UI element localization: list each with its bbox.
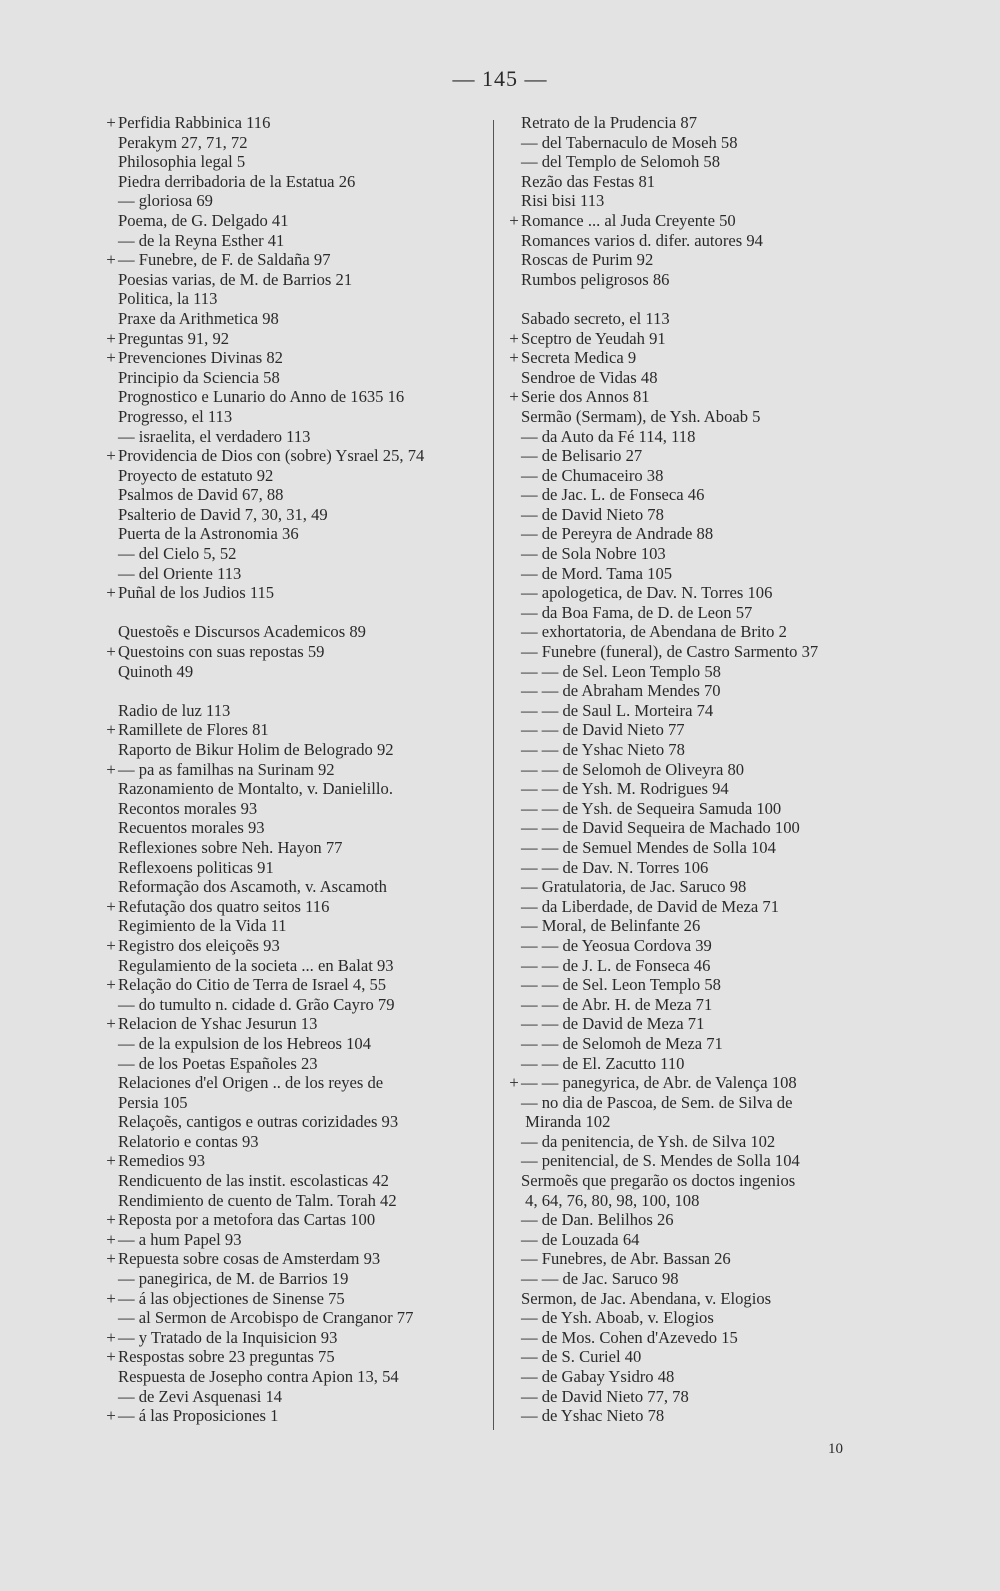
entry-text: — — de Yshac Nieto 78: [521, 740, 685, 759]
entry-text: — de David Nieto 78: [521, 504, 664, 524]
index-entry: [507, 779, 902, 799]
index-entry: [104, 466, 489, 486]
entry-marker: +: [106, 1327, 116, 1347]
entry-text: Principio da Sciencia 58: [118, 367, 280, 387]
entry-text: — del Cielo 5, 52: [118, 544, 237, 564]
index-entry: [507, 1289, 902, 1309]
index-entry: [507, 1406, 902, 1426]
index-entry: [104, 1328, 489, 1348]
entry-text: Sceptro de Yeudah 91: [521, 328, 666, 348]
index-entry: [104, 1014, 489, 1034]
index-entry: [507, 1269, 902, 1289]
index-entry: [104, 250, 489, 270]
entry-text: Remedios 93: [118, 1151, 206, 1171]
entry-text: — — de Ysh. de Sequeira Samuda 100: [521, 798, 782, 818]
index-entry: [104, 838, 489, 858]
entry-text: Praxe da Arithmetica 98: [118, 308, 279, 328]
entry-marker: +: [509, 387, 519, 407]
index-entry: [507, 1054, 902, 1074]
entry-text: — de Mord. Tama 105: [521, 563, 673, 583]
entry-text: — da penitencia, de Ysh. de Silva 102: [521, 1131, 776, 1151]
index-entry: [507, 662, 902, 682]
entry-marker: +: [106, 1406, 116, 1426]
column-divider: [493, 120, 494, 1430]
entry-marker: +: [106, 1288, 116, 1308]
entry-text: Rendicuento de las instit. escolasticas 42: [118, 1171, 389, 1191]
index-entry: [104, 544, 489, 564]
entry-text: Romances varios d. difer. autores 94: [521, 230, 763, 250]
entry-text: Puerta de la Astronomia 36: [118, 524, 299, 544]
entry-text: Sermoẽs que pregarão os doctos ingenios: [521, 1171, 796, 1191]
index-entry: [104, 877, 489, 897]
index-entry: [104, 1210, 489, 1230]
entry-text: Sermão (Sermam), de Ysh. Aboab 5: [521, 406, 761, 426]
entry-text: — del Oriente 113: [118, 563, 242, 583]
index-entry: [507, 1034, 902, 1054]
index-entry: [507, 1073, 902, 1093]
index-entry: [104, 113, 489, 133]
index-entry: [507, 583, 902, 603]
entry-text: — á las Proposiciones 1: [118, 1406, 279, 1426]
entry-text: Retrato de la Prudencia 87: [521, 113, 698, 132]
index-entry: [104, 720, 489, 740]
index-entry: [507, 1151, 902, 1171]
entry-text: — — de El. Zacutto 110: [521, 1053, 685, 1073]
index-entry: [507, 231, 902, 251]
index-entry: [507, 1308, 902, 1328]
entry-marker: +: [106, 250, 116, 270]
entry-text: Regulamiento de la societa ... en Balat 93: [118, 955, 394, 975]
entry-text: — de la expulsion de los Hebreos 104: [118, 1033, 372, 1053]
index-entry: [507, 701, 902, 721]
entry-text: — Funebres, de Abr. Bassan 26: [521, 1249, 731, 1269]
entry-marker: +: [106, 113, 116, 132]
entry-text: — — de Semuel Mendes de Solla 104: [521, 837, 776, 857]
index-entry: [507, 1367, 902, 1387]
entry-text: Respuesta de Josepho contra Apion 13, 54: [118, 1367, 399, 1386]
index-entry: [104, 133, 489, 153]
entry-text: Roscas de Purim 92: [521, 250, 654, 270]
index-entry: [507, 1249, 902, 1269]
entry-text: — á las objectiones de Sinense 75: [118, 1288, 345, 1308]
entry-text: Reflexoens politicas 91: [118, 857, 274, 877]
index-entry: [104, 603, 489, 642]
entry-marker: +: [106, 1210, 116, 1230]
entry-text: Prognostico e Lunario do Anno de 1635 16: [118, 387, 405, 407]
entry-text: Razonamiento de Montalto, v. Danielillo.: [118, 779, 393, 799]
index-entry: [507, 1132, 902, 1152]
entry-marker: +: [106, 1014, 116, 1034]
index-entry: [104, 681, 489, 720]
entry-text: Sendroe de Vidas 48: [521, 367, 658, 387]
entry-text: — — de Saul L. Morteira 74: [521, 700, 714, 720]
entry-text: — — de David Nieto 77: [521, 720, 685, 740]
index-entry: [507, 838, 902, 858]
entry-text: — Funebre, de F. de Saldaña 97: [118, 250, 331, 270]
entry-marker: +: [106, 348, 116, 368]
entry-text: — — de J. L. de Fonseca 46: [521, 955, 711, 975]
entry-text: Piedra derribadoria de la Estatua 26: [118, 171, 356, 191]
index-entry: [104, 897, 489, 917]
index-entry: [104, 485, 489, 505]
entry-text: — — de Dav. N. Torres 106: [521, 857, 709, 877]
index-entry: [104, 289, 489, 309]
entry-text: Sabado secreto, el 113: [521, 308, 670, 328]
index-entry: [104, 760, 489, 780]
index-entry: [104, 1230, 489, 1250]
entry-text: — panegirica, de M. de Barrios 19: [118, 1269, 349, 1289]
entry-text: Quinoth 49: [118, 661, 194, 681]
index-entry: [104, 995, 489, 1015]
entry-text: — — de Selomoh de Oliveyra 80: [521, 759, 745, 779]
index-entry: [104, 583, 489, 603]
index-entry: [507, 799, 902, 819]
entry-text: Regimiento de la Vida 11: [118, 916, 287, 936]
entry-marker: +: [509, 1073, 519, 1093]
entry-text: Rezão das Festas 81: [521, 171, 656, 191]
index-entry: [507, 995, 902, 1015]
entry-text: — y Tratado de la Inquisicion 93: [118, 1327, 338, 1347]
footer-number: 10: [828, 1441, 843, 1457]
entry-text: — — de Yeosua Cordova 39: [521, 935, 712, 955]
entry-marker: +: [106, 583, 116, 603]
entry-text: Psalterio de David 7, 30, 31, 49: [118, 504, 328, 524]
entry-text: — — de David Sequeira de Machado 100: [521, 818, 800, 838]
index-entry: [507, 250, 902, 270]
index-entry: [104, 329, 489, 349]
entry-text: Reflexiones sobre Neh. Hayon 77: [118, 837, 343, 857]
entry-text: — de Jac. L. de Fonseca 46: [521, 485, 705, 505]
entry-marker: +: [106, 975, 116, 995]
index-entry: [507, 818, 902, 838]
entry-text: — Moral, de Belinfante 26: [521, 916, 701, 936]
index-entry: [507, 956, 902, 976]
index-entry: [507, 1328, 902, 1348]
entry-text: Questoẽs e Discursos Academicos 89: [118, 622, 366, 642]
entry-marker: +: [106, 759, 116, 779]
entry-text: Radio de luz 113: [118, 700, 231, 720]
index-entry: [507, 622, 902, 642]
entry-text: Relacion de Yshac Jesurun 13: [118, 1014, 318, 1034]
entry-marker: +: [106, 1347, 116, 1367]
index-entry: [104, 1132, 489, 1152]
index-entry: [507, 720, 902, 740]
index-entry: [507, 172, 902, 192]
entry-text: — — de Jac. Saruco 98: [521, 1269, 679, 1289]
index-entry: [104, 1308, 489, 1328]
index-entry: [507, 485, 902, 505]
index-entry: [104, 975, 489, 995]
entry-text: Proyecto de estatuto 92: [118, 465, 274, 485]
left-column: [104, 113, 489, 1426]
entry-text: — de Louzada 64: [521, 1229, 640, 1249]
entry-text: — — panegyrica, de Abr. de Valença 108: [521, 1073, 797, 1093]
entry-text: — da Liberdade, de David de Meza 71: [521, 896, 780, 916]
index-entry: [507, 387, 902, 407]
index-entry: [507, 936, 902, 956]
index-entry: [104, 1406, 489, 1426]
index-entry: [507, 329, 902, 349]
index-entry: [104, 1269, 489, 1289]
entry-text: — — de Abr. H. de Meza 71: [521, 994, 713, 1014]
entry-marker: +: [509, 328, 519, 348]
index-entry: [507, 152, 902, 172]
index-entry: [507, 407, 902, 427]
index-entry: [104, 172, 489, 192]
entry-marker: +: [106, 642, 116, 662]
index-entry: [104, 740, 489, 760]
index-entry: [507, 897, 902, 917]
entry-marker: +: [106, 720, 116, 740]
index-entry: [507, 270, 902, 290]
index-entry: [104, 662, 489, 682]
entry-text: Risi bisi 113: [521, 191, 605, 211]
index-entry: [507, 877, 902, 897]
index-entry: [104, 1387, 489, 1407]
index-entry: [507, 427, 902, 447]
entry-text: — israelita, el verdadero 113: [118, 426, 311, 446]
entry-text: — gloriosa 69: [118, 191, 213, 211]
entry-text: Refutação dos quatro seitos 116: [118, 896, 330, 916]
entry-text: Ramillete de Flores 81: [118, 720, 269, 740]
index-entry: [507, 564, 902, 584]
index-entry: [104, 387, 489, 407]
index-entry: [104, 1249, 489, 1269]
entry-text: — da Auto da Fé 114, 118: [521, 426, 696, 446]
entry-text: — de Mos. Cohen d'Azevedo 15: [521, 1327, 738, 1347]
entry-text: Rendimiento de cuento de Talm. Torah 42: [118, 1190, 397, 1210]
entry-marker: +: [106, 1151, 116, 1171]
entry-text: — de Zevi Asquenasi 14: [118, 1386, 283, 1406]
index-entry: [507, 211, 902, 231]
index-entry: [104, 936, 489, 956]
index-entry: [507, 681, 902, 701]
index-entry: [104, 779, 489, 799]
entry-text: Recuentos morales 93: [118, 818, 265, 838]
entry-text: — de la Reyna Esther 41: [118, 230, 285, 250]
index-entry: [104, 1191, 489, 1211]
index-entry: [507, 858, 902, 878]
index-entry: [104, 642, 489, 662]
entry-marker: +: [509, 210, 519, 230]
entry-text: — — de Ysh. M. Rodrigues 94: [521, 779, 729, 799]
entry-text: Relação do Citio de Terra de Israel 4, 55: [118, 975, 387, 995]
entry-marker: +: [106, 1249, 116, 1269]
index-entry: [507, 1230, 902, 1250]
entry-marker: +: [106, 935, 116, 955]
entry-text: — no dia de Pascoa, de Sem. de Silva de: [521, 1092, 793, 1112]
entry-text: Perfidia Rabbinica 116: [118, 113, 271, 132]
entry-text: — de Chumaceiro 38: [521, 465, 664, 485]
entry-text: Sermon, de Jac. Abendana, v. Elogios: [521, 1288, 772, 1308]
index-entry: [507, 505, 902, 525]
entry-text: — Funebre (funeral), de Castro Sarmento 37: [521, 642, 819, 662]
index-entry: [104, 1289, 489, 1309]
entry-text: — Gratulatoria, de Jac. Saruco 98: [521, 877, 747, 897]
index-entry: [507, 1093, 902, 1113]
entry-text: Relaçoẽs, cantigos e outras corizidades 93: [118, 1112, 399, 1132]
entry-text: — de Pereyra de Andrade 88: [521, 524, 714, 544]
entry-text: Philosophia legal 5: [118, 152, 246, 172]
index-entry: [507, 524, 902, 544]
index-entry: [104, 152, 489, 172]
index-entry: [507, 133, 902, 153]
entry-text: Politica, la 113: [118, 289, 218, 309]
entry-text: — a hum Papel 93: [118, 1229, 242, 1249]
entry-text: Poema, de G. Delgado 41: [118, 210, 289, 230]
index-entry: [507, 113, 902, 133]
entry-text: Respostas sobre 23 preguntas 75: [118, 1347, 335, 1367]
index-entry: [104, 191, 489, 211]
index-entry: [507, 191, 902, 211]
index-entry: [507, 466, 902, 486]
index-entry: [507, 603, 902, 623]
index-entry: [507, 760, 902, 780]
entry-text: — de los Poetas Españoles 23: [118, 1053, 318, 1073]
index-entry: [507, 368, 902, 388]
entry-text: Repuesta sobre cosas de Amsterdam 93: [118, 1249, 381, 1269]
index-entry: [104, 956, 489, 976]
index-entry: [507, 642, 902, 662]
entry-marker: +: [509, 348, 519, 368]
index-entry: [507, 1014, 902, 1034]
index-entry: [507, 1347, 902, 1367]
entry-text: Preguntas 91, 92: [118, 328, 230, 348]
entry-text: — de Ysh. Aboab, v. Elogios: [521, 1308, 714, 1328]
index-entry: [507, 544, 902, 564]
index-entry: [104, 309, 489, 329]
entry-text: — da Boa Fama, de D. de Leon 57: [521, 602, 753, 622]
index-entry: [104, 348, 489, 368]
entry-text: Rumbos peligrosos 86: [521, 269, 670, 289]
index-entry: [507, 916, 902, 936]
entry-text: — de Sola Nobre 103: [521, 544, 666, 564]
entry-text: — del Tabernaculo de Moseh 58: [521, 132, 738, 152]
entry-text: — de Belisario 27: [521, 446, 643, 466]
entry-text: — — de Selomoh de Meza 71: [521, 1033, 723, 1053]
index-entry: [104, 858, 489, 878]
entry-text: Questoins con suas repostas 59: [118, 642, 325, 662]
entry-text: 4, 64, 76, 80, 98, 100, 108: [521, 1190, 700, 1210]
index-entry: [104, 427, 489, 447]
entry-text: — al Sermon de Arcobispo de Cranganor 77: [118, 1308, 414, 1328]
entry-text: — apologetica, de Dav. N. Torres 106: [521, 583, 773, 603]
index-entry: [507, 1112, 902, 1132]
entry-text: — del Templo de Selomoh 58: [521, 152, 721, 172]
index-entry: [104, 1073, 489, 1093]
index-entry: [507, 446, 902, 466]
entry-text: Puñal de los Judios 115: [118, 583, 275, 603]
entry-text: — de Yshac Nieto 78: [521, 1406, 665, 1426]
right-column: [507, 113, 902, 1426]
index-entry: [507, 1210, 902, 1230]
index-entry: [104, 270, 489, 290]
entry-text: Reformação dos Ascamoth, v. Ascamoth: [118, 877, 387, 897]
entry-text: — — de Abraham Mendes 70: [521, 681, 721, 701]
index-entry: [507, 289, 902, 328]
index-entry: [104, 368, 489, 388]
index-entry: [104, 1112, 489, 1132]
entry-text: — pa as familhas na Surinam 92: [118, 759, 335, 779]
entry-text: — de Gabay Ysidro 48: [521, 1367, 675, 1386]
entry-text: Recontos morales 93: [118, 798, 258, 818]
entry-text: — de S. Curiel 40: [521, 1347, 642, 1367]
entry-text: — de David Nieto 77, 78: [521, 1386, 689, 1406]
index-entry: [507, 1171, 902, 1191]
index-entry: [104, 1093, 489, 1113]
index-entry: [507, 1387, 902, 1407]
entry-text: Reposta por a metofora das Cartas 100: [118, 1210, 376, 1230]
index-entry: [104, 1171, 489, 1191]
index-entry: [104, 505, 489, 525]
entry-text: Progresso, el 113: [118, 406, 233, 426]
entry-text: — — de David de Meza 71: [521, 1014, 705, 1034]
entry-text: — — de Sel. Leon Templo 58: [521, 661, 721, 681]
entry-text: Psalmos de David 67, 88: [118, 485, 284, 505]
entry-text: Poesias varias, de M. de Barrios 21: [118, 269, 353, 289]
entry-marker: +: [106, 446, 116, 466]
entry-text: Perakym 27, 71, 72: [118, 132, 248, 152]
entry-text: Romance ... al Juda Creyente 50: [521, 210, 736, 230]
entry-text: Registro dos eleiçoẽs 93: [118, 935, 280, 955]
index-entry: [104, 231, 489, 251]
entry-marker: +: [106, 328, 116, 348]
entry-text: — de Dan. Belilhos 26: [521, 1210, 674, 1230]
entry-text: Providencia de Dios con (sobre) Ysrael 25, 74: [118, 446, 425, 466]
index-entry: [507, 1191, 902, 1211]
index-entry: [104, 1347, 489, 1367]
entry-text: Relaciones d'el Origen .. de los reyes de: [118, 1073, 384, 1093]
index-entry: [104, 1054, 489, 1074]
entry-text: Prevenciones Divinas 82: [118, 348, 283, 368]
index-entry: [104, 407, 489, 427]
entry-text: — penitencial, de S. Mendes de Solla 104: [521, 1151, 800, 1171]
index-entry: [104, 916, 489, 936]
entry-text: Relatorio e contas 93: [118, 1131, 259, 1151]
index-entry: [104, 818, 489, 838]
entry-text: — exhortatoria, de Abendana de Brito 2: [521, 622, 787, 642]
entry-text: — — de Sel. Leon Templo 58: [521, 975, 721, 995]
index-entry: [104, 1367, 489, 1387]
index-entry: [104, 564, 489, 584]
entry-text: — do tumulto n. cidade d. Grão Cayro 79: [118, 994, 395, 1014]
index-entry: [507, 348, 902, 368]
index-entry: [104, 524, 489, 544]
index-entry: [507, 975, 902, 995]
index-entry: [104, 211, 489, 231]
index-entry: [104, 1151, 489, 1171]
index-entry: [104, 799, 489, 819]
index-entry: [507, 740, 902, 760]
entry-text: Miranda 102: [521, 1112, 611, 1132]
entry-text: Raporto de Bikur Holim de Belogrado 92: [118, 740, 394, 759]
entry-marker: +: [106, 1229, 116, 1249]
index-entry: [104, 446, 489, 466]
page-number: — 145 —: [452, 66, 548, 91]
entry-text: Persia 105: [118, 1092, 188, 1112]
entry-marker: +: [106, 896, 116, 916]
entry-text: Secreta Medica 9: [521, 348, 637, 368]
entry-text: Serie dos Annos 81: [521, 387, 650, 407]
index-entry: [104, 1034, 489, 1054]
